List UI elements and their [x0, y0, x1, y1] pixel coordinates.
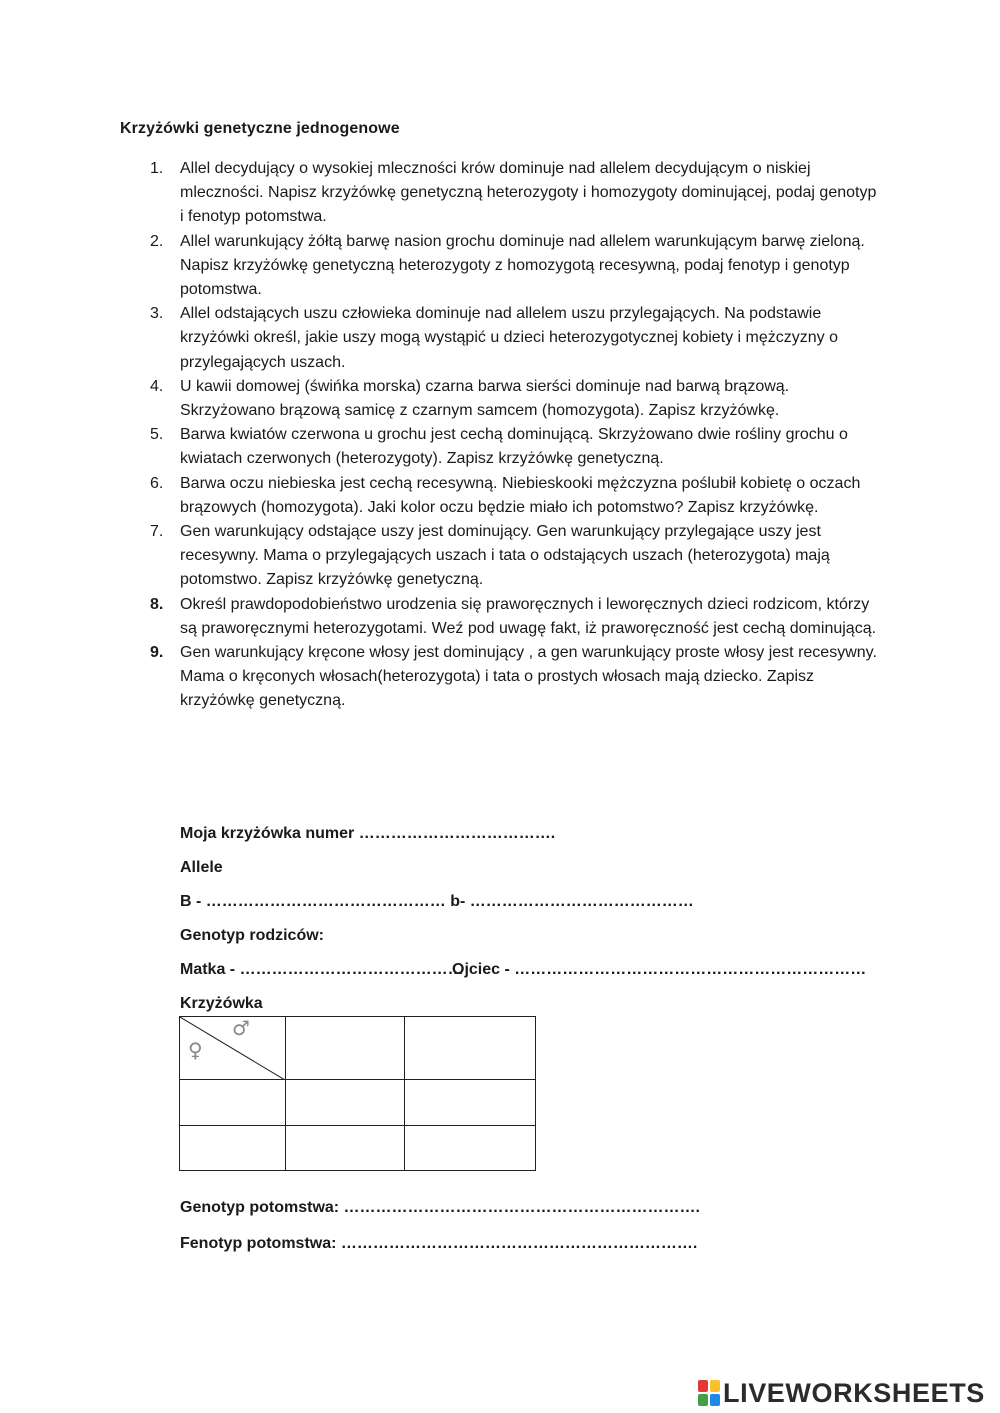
- offspring-genotype-line[interactable]: Genotyp potomstwa: ………………………………………………………….: [180, 1199, 700, 1216]
- punnett-cell[interactable]: [405, 1017, 536, 1080]
- punnett-cell[interactable]: [286, 1126, 405, 1171]
- alleles-label: Allele: [180, 859, 223, 876]
- task-number: 7.: [150, 523, 164, 541]
- worksheet-title: Krzyżówki genetyczne jednogenowe: [120, 120, 400, 137]
- task-number: 2.: [150, 232, 164, 250]
- task-number: 1.: [150, 160, 164, 177]
- offspring-phenotype-line[interactable]: Fenotyp potomstwa: ………………………………………………………….: [180, 1235, 698, 1252]
- male-symbol-icon: ♂: [232, 1016, 250, 1040]
- task-item: [150, 641, 878, 714]
- task-item: [150, 423, 878, 471]
- task-text: Barwa kwiatów czerwona u grochu jest cechą dominującą. Skrzyżowano dwie rośliny grochu o kwiatach czerwonych (heterozygoty). Zapisz krzyżówkę genetyczną.: [180, 426, 848, 468]
- punnett-cell[interactable]: [405, 1126, 536, 1171]
- punnett-square: [179, 1016, 536, 1171]
- task-text: Gen warunkujący kręcone włosy jest dominujący , a gen warunkujący proste włosy jest recesywny. Mama o kręconych włosach(heterozygota) i tata o prostych włosach mają dziecko. Zapisz krzyżówkę genetyczną.: [180, 644, 877, 710]
- task-text: Określ prawdopodobieństwo urodzenia się praworęcznych i leworęcznych dzieci rodzicom, którzy są praworęcznymi heterozygotami. Weź pod uwagę fakt, iż praworęczność jest cechą dominującą.: [180, 595, 877, 637]
- task-number: 9.: [150, 644, 164, 662]
- task-number: 8.: [150, 595, 164, 613]
- logo-text: LIVEWORKSHEETS: [723, 1377, 985, 1408]
- parents-genotype-label: Genotyp rodziców:: [180, 927, 324, 944]
- punnett-cell[interactable]: [180, 1126, 286, 1171]
- task-text: Allel decydujący o wysokiej mleczności krów dominuje nad allelem decydującym o niskiej mleczności. Napisz krzyżówkę genetyczną heterozygoty i homozygoty dominującej, podaj genotyp i fenotyp potomstwa.: [180, 160, 877, 226]
- task-item: [150, 230, 878, 303]
- father-genotype-line[interactable]: Ojciec - …………………………………………………………: [452, 961, 867, 978]
- punnett-corner-cell: [180, 1017, 286, 1080]
- task-list: [150, 157, 878, 714]
- cross-number-line[interactable]: Moja krzyżówka numer ……………………………….: [180, 825, 556, 842]
- logo-blocks-icon: [698, 1380, 720, 1406]
- task-number: 6.: [150, 474, 164, 492]
- task-item: [150, 375, 878, 423]
- task-number: 3.: [150, 305, 164, 323]
- punnett-cell[interactable]: [286, 1080, 405, 1126]
- punnett-cell[interactable]: [180, 1080, 286, 1126]
- task-item: [150, 302, 878, 375]
- task-number: 4.: [150, 377, 164, 395]
- task-text: Gen warunkujący odstające uszy jest dominujący. Gen warunkujący przylegające uszy jest recesywny. Mama o przylegających uszach i tata o odstających uszach (heterozygota) mają potomstwo. Zapisz krzyżówkę genetyczną.: [180, 523, 830, 589]
- mother-genotype-line[interactable]: Matka - ……………………………………: [180, 961, 464, 978]
- punnett-cell[interactable]: [286, 1017, 405, 1080]
- task-item: [150, 593, 878, 641]
- task-item: [150, 157, 878, 230]
- task-item: [150, 520, 878, 593]
- task-text: Allel odstających uszu człowieka dominuje nad allelem uszu przylegających. Na podstawie krzyżówki określ, jakie uszy mogą wystąpić u dzieci heterozygotycznej kobiety i mężczyzny o przylegających uszach.: [180, 305, 839, 371]
- alleles-line[interactable]: B - ……………………………………… b- ……………………………………: [180, 893, 694, 910]
- cross-label: Krzyżówka: [180, 995, 263, 1012]
- punnett-cell[interactable]: [405, 1080, 536, 1126]
- task-text: Allel warunkujący żółtą barwę nasion grochu dominuje nad allelem warunkującym barwę zieloną. Napisz krzyżówkę genetyczną heterozygoty z homozygotą recesywną, podaj fenotyp i genotyp potomstwa.: [180, 232, 865, 299]
- task-text: Barwa oczu niebieska jest cechą recesywną. Niebieskooki mężczyzna poślubił kobietę o oczach brązowych (homozygota). Jaki kolor oczu będzie miało ich potomstwo? Zapisz krzyżówkę.: [180, 474, 861, 516]
- task-item: [150, 472, 878, 520]
- task-number: 5.: [150, 426, 164, 444]
- task-text: U kawii domowej (świńka morska) czarna barwa sierści dominuje nad barwą brązową. Skrzyżowano brązową samicę z czarnym samcem (homozygota). Zapisz krzyżówkę.: [180, 377, 790, 420]
- female-symbol-icon: ♀: [188, 1038, 203, 1062]
- liveworksheets-logo: [698, 1378, 985, 1408]
